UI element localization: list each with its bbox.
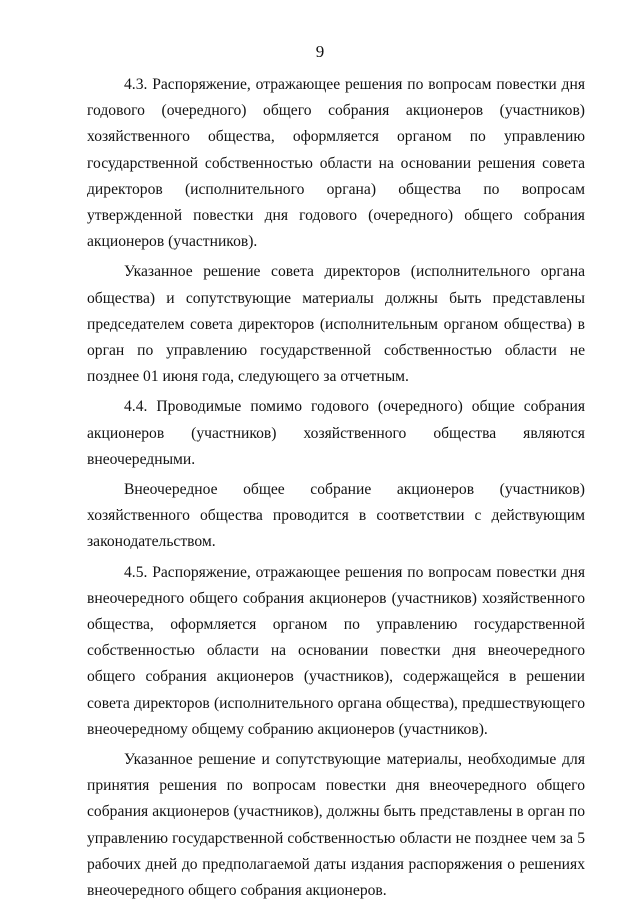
page-number: 9	[315, 42, 325, 61]
paragraph-4-5-submission: Указанное решение и сопутствующие материалы, необходимые для принятия решения по вопросам повестки дня внеочередного общего собрания акционеров (участников), должны быть представлены в орган по управлению государственной собственностью области не позднее чем за 5 рабочих дней до предполагаемой даты издания распоряжения о решениях внеочередного общего собрания акционеров.	[87, 751, 585, 900]
document-body	[87, 72, 585, 908]
paragraph-4-4-extraordinary: Внеочередное общее собрание акционеров (участников) хозяйственного общества проводится в соответствии с действующим законодательством.	[87, 481, 585, 551]
paragraph-4-3-submission: Указанное решение совета директоров (исполнительного органа общества) и сопутствующие материалы должны быть представлены председателем совета директоров (исполнительным органом общества) в орган по управлению государственной собственностью области не позднее 01 июня года, следующего за отчетным.	[87, 263, 585, 386]
paragraph-4-3: 4.3. Распоряжение, отражающее решения по вопросам повестки дня годового (очередного) общего собрания акционеров (участников) хозяйственного общества, оформляется органом по управлению государственной собственностью области на основании решения совета директоров (исполнительного органа) общества по вопросам утвержденной повестки дня годового (очередного) общего собрания акционеров (участников).	[87, 76, 585, 251]
paragraph-4-4: 4.4. Проводимые помимо годового (очередного) общие собрания акционеров (участников) хозяйственного общества являются внеочередными.	[87, 398, 585, 468]
paragraph-4-5: 4.5. Распоряжение, отражающее решения по вопросам повестки дня внеочередного общего собрания акционеров (участников) хозяйственного общества, оформляется органом по управлению государственной собственностью области на основании повестки дня внеочередного общего собрания акционеров (участников), содержащейся в решении совета директоров (исполнительного органа общества), предшествующего внеочередному общему собранию акционеров (участников).	[87, 563, 585, 738]
